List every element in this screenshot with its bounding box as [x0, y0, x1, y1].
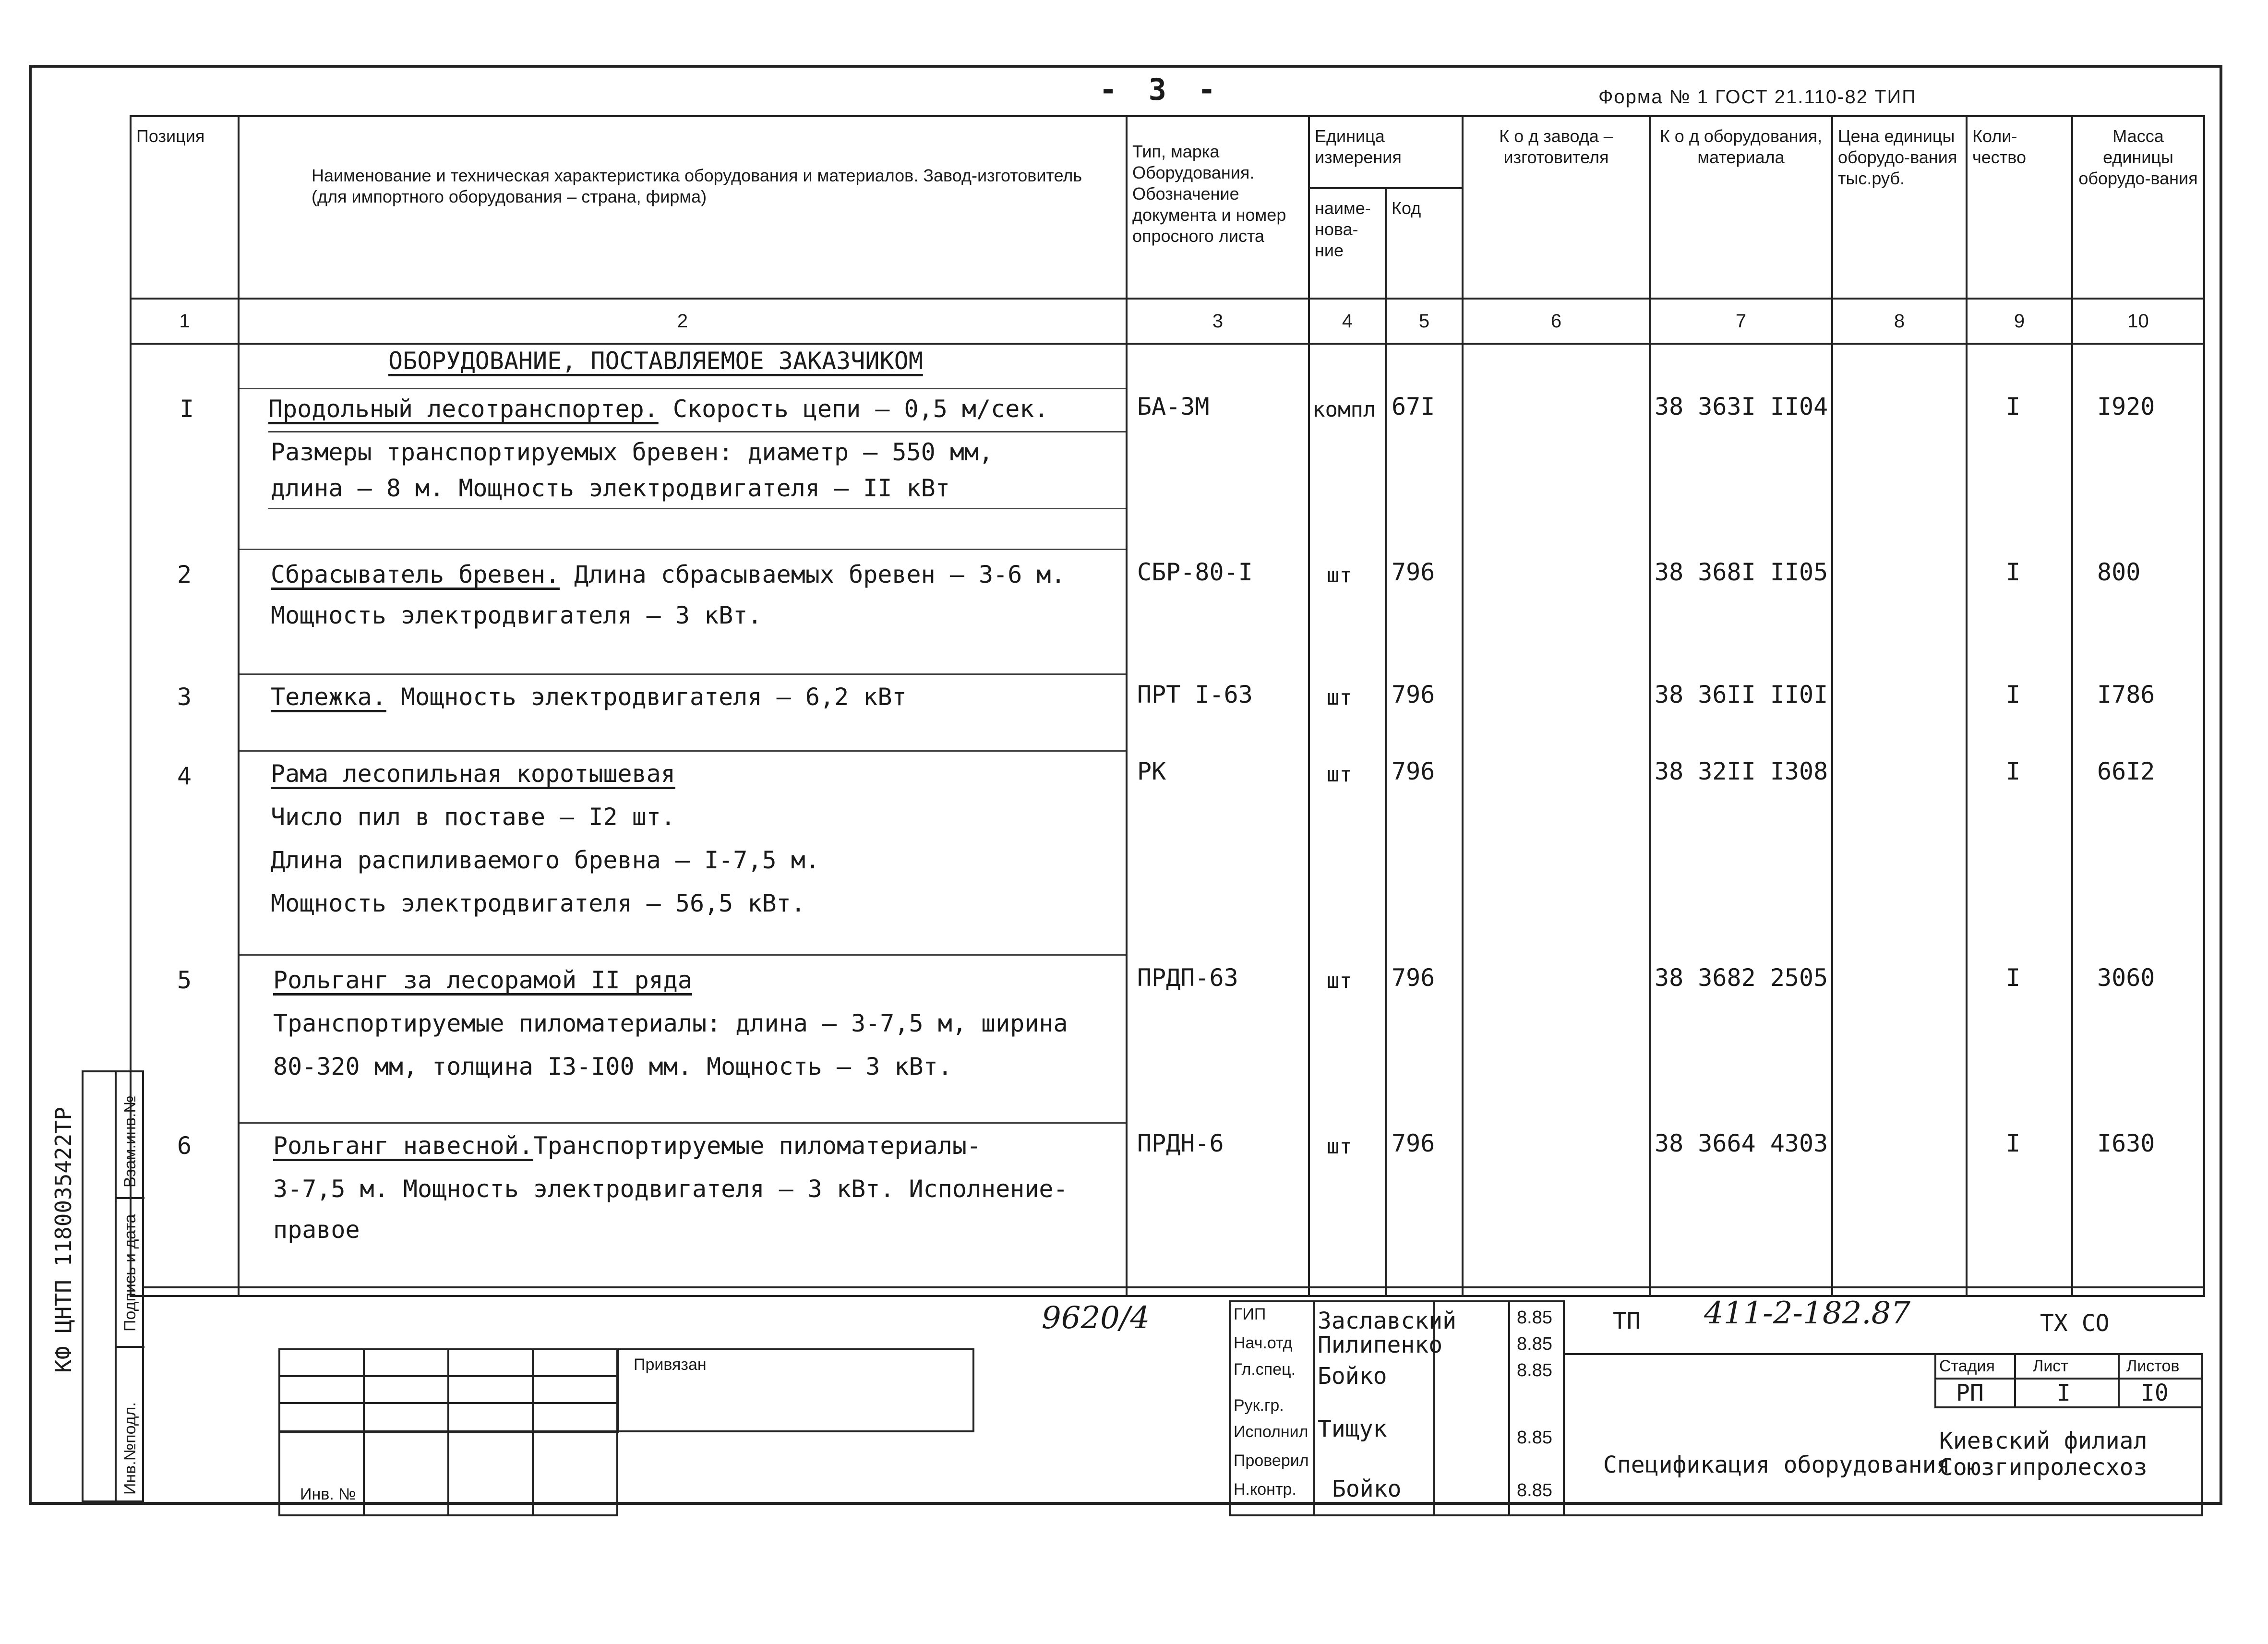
col-header-unit-code: Код [1386, 188, 1463, 299]
item-6-cont-a: 3-7,5 м. Мощность электродвигателя – 3 кВт. Исполнение- [273, 1175, 1068, 1203]
code-5: 796 [1392, 964, 1435, 992]
col-num-4: 4 [1309, 299, 1386, 344]
col-num-2: 2 [239, 299, 1127, 344]
col-num-3: 3 [1127, 299, 1309, 344]
item-5-cont-a: Транспортируемые пиломатериалы: длина – 3-7,5 м, ширина [273, 1009, 1068, 1037]
col-header-position: Позиция [131, 116, 239, 299]
type-2: СБР-80-I [1137, 558, 1253, 586]
type-5: ПРДП-63 [1137, 964, 1238, 992]
qty-1: I [2006, 393, 2021, 420]
section-title: ОБОРУДОВАНИЕ, ПОСТАВЛЯЕМОЕ ЗАКАЗЧИКОМ [388, 347, 923, 375]
role-gl-spec: Гл.спец. [1234, 1360, 1296, 1379]
item-4-cont-a: Число пил в поставе – I2 шт. [271, 803, 675, 831]
item-1-cont-b: длина – 8 м. Мощность электродвигателя – II кВт [271, 474, 950, 502]
handwritten-number: 9620/4 [1042, 1300, 1150, 1336]
col-num-9: 9 [1967, 299, 2072, 344]
col-header-unit-name: наиме-нова-ние [1309, 188, 1386, 299]
sheets-label: Листов [2126, 1357, 2180, 1375]
ecode-4: 38 32II I308 [1655, 757, 1828, 785]
ecode-5: 38 3682 2505 [1655, 964, 1828, 992]
names-column [239, 344, 1127, 1296]
sheet-mark: ТХ СО [2040, 1310, 2110, 1337]
role-gip: ГИП [1234, 1305, 1266, 1323]
mass-4: 66I2 [2097, 757, 2155, 785]
qty-3: I [2006, 681, 2021, 708]
col-header-factory-code: К о д завода – изготовителя [1463, 116, 1650, 299]
date-5: 8.85 [1517, 1428, 1552, 1448]
item-2-cont: Мощность электродвигателя – 3 кВт. [271, 601, 762, 629]
item-5-line: Рольганг за лесорамой II ряда [273, 966, 692, 994]
project-prefix: ТП [1613, 1308, 1641, 1334]
mass-5: 3060 [2097, 964, 2155, 992]
pos-4: 4 [177, 762, 192, 790]
code-4: 796 [1392, 757, 1435, 785]
role-ruk-gr: Рук.гр. [1234, 1396, 1284, 1415]
side-label-podpis: Подпись и дата [121, 1214, 139, 1332]
form-label: Форма № 1 ГОСТ 21.110-82 ТИП [1598, 86, 1917, 108]
col-num-6: 6 [1463, 299, 1650, 344]
mass-6: I630 [2097, 1129, 2155, 1157]
mass-3: I786 [2097, 681, 2155, 708]
col-num-8: 8 [1832, 299, 1967, 344]
pos-2: 2 [177, 561, 192, 588]
unit-codes-column [1386, 344, 1463, 1296]
date-1: 8.85 [1517, 1308, 1552, 1328]
positions-column [131, 344, 239, 1296]
date-2: 8.85 [1517, 1334, 1552, 1354]
role-proveril: Проверил [1234, 1452, 1309, 1470]
unit-4: шт [1327, 762, 1352, 787]
date-7: 8.85 [1517, 1480, 1552, 1500]
stage-value: РП [1956, 1380, 1984, 1406]
unit-3: шт [1327, 685, 1352, 710]
mass-column [2072, 344, 2204, 1296]
side-vertical-code: КФ ЦНТП 1180035422ТР [50, 1107, 76, 1373]
specification-table [130, 115, 2205, 1297]
item-4-cont-b: Длина распиливаемого бревна – I-7,5 м. [271, 846, 820, 874]
name-5: Тищук [1318, 1416, 1387, 1442]
qty-6: I [2006, 1129, 2021, 1157]
ecode-6: 38 3664 4303 [1655, 1129, 1828, 1157]
col-header-price: Цена единицы оборудо-вания тыс.руб. [1832, 116, 1967, 299]
type-4: РК [1137, 757, 1166, 785]
col-header-type: Тип, марка Оборудования. Обозначение документа и номер опросного листа [1127, 116, 1309, 299]
org-line-2: Союзгипролесхоз [1939, 1454, 2148, 1481]
col-header-quantity: Коли-чество [1967, 116, 2072, 299]
date-3: 8.85 [1517, 1360, 1552, 1380]
pos-6: 6 [177, 1132, 192, 1160]
types-column [1127, 344, 1309, 1296]
pos-5: 5 [177, 966, 192, 994]
item-1-line: Продольный лесотранспортер. Скорость цепи – 0,5 м/сек. [268, 395, 1049, 423]
col-num-5: 5 [1386, 299, 1463, 344]
unit-6: шт [1327, 1134, 1352, 1159]
item-3-line: Тележка. Мощность электродвигателя – 6,2 кВт [271, 683, 907, 711]
units-column [1309, 344, 1386, 1296]
inv-label: Инв. № [300, 1485, 356, 1503]
name-2: Пилипенко [1318, 1332, 1443, 1358]
project-code: 411-2-182.87 [1704, 1296, 1911, 1331]
role-ispolnil: Исполнил [1234, 1423, 1308, 1441]
item-6-cont-b: правое [273, 1216, 360, 1244]
sheets-value: I0 [2141, 1380, 2169, 1406]
qty-5: I [2006, 964, 2021, 992]
unit-2: шт [1327, 563, 1352, 588]
title-block [144, 1286, 2203, 1504]
quantity-column [1967, 344, 2072, 1296]
col-header-mass: Масса единицы оборудо-вания [2072, 116, 2204, 299]
side-label-inv-podl: Инв.№подл. [121, 1402, 139, 1495]
col-num-10: 10 [2072, 299, 2204, 344]
doc-title: Спецификация оборудования [1603, 1452, 1950, 1478]
side-label-vzam: Взам.инв.№ [121, 1095, 139, 1188]
name-1: Заславский [1318, 1308, 1456, 1334]
type-3: ПРТ I-63 [1137, 681, 1253, 708]
page-number: - 3 - [1099, 72, 1223, 107]
item-2-line: Сбрасыватель бревен. Длина сбрасываемых бревен – 3-6 м. [271, 561, 1066, 588]
item-4-line: Рама лесопильная коротышевая [271, 760, 675, 788]
item-6-line: Рольганг навесной.Транспортируемые пиломатериалы- [273, 1132, 982, 1160]
role-nach-otd: Нач.отд [1234, 1334, 1293, 1352]
side-binding-strip [82, 1070, 144, 1502]
sheet-label: Лист [2033, 1357, 2068, 1375]
factory-codes-column [1463, 344, 1650, 1296]
name-3: Бойко [1318, 1363, 1387, 1390]
pos-3: 3 [177, 683, 192, 711]
qty-2: I [2006, 558, 2021, 586]
col-header-equipment-code: К о д оборудования, материала [1650, 116, 1832, 299]
role-n-kontr: Н.контр. [1234, 1480, 1296, 1499]
code-3: 796 [1392, 681, 1435, 708]
pos-1: I [180, 395, 194, 423]
ecode-1: 38 363I II04 [1655, 393, 1828, 420]
sheet-value: I [2057, 1380, 2071, 1406]
name-7: Бойко [1332, 1476, 1402, 1502]
mass-1: I920 [2097, 393, 2155, 420]
col-num-1: 1 [131, 299, 239, 344]
unit-1: компл [1312, 397, 1376, 422]
type-1: БА-3М [1137, 393, 1210, 420]
stage-label: Стадия [1939, 1357, 1995, 1375]
item-1-cont-a: Размеры транспортируемых бревен: диаметр – 550 мм, [271, 438, 994, 466]
col-num-7: 7 [1650, 299, 1832, 344]
ecode-2: 38 368I II05 [1655, 558, 1828, 586]
unit-5: шт [1327, 969, 1352, 993]
code-6: 796 [1392, 1129, 1435, 1157]
privyazan-label: Привязан [634, 1356, 707, 1374]
mass-2: 800 [2097, 558, 2141, 586]
prices-column [1832, 344, 1967, 1296]
col-header-unit: Единица измерения [1309, 116, 1463, 188]
org-line-1: Киевский филиал [1939, 1428, 2148, 1454]
type-6: ПРДН-6 [1137, 1129, 1224, 1157]
ecode-3: 38 36II II0I [1655, 681, 1828, 708]
col-header-name: Наименование и техническая характеристика оборудования и материалов. Завод-изготовитель (для импортного оборудования – страна, фирма) [239, 116, 1127, 299]
item-5-cont-b: 80-320 мм, толщина I3-I00 мм. Мощность – 3 кВт. [273, 1053, 952, 1080]
code-2: 796 [1392, 558, 1435, 586]
equipment-codes-column [1650, 344, 1832, 1296]
code-1: 67I [1392, 393, 1435, 420]
qty-4: I [2006, 757, 2021, 785]
item-4-cont-c: Мощность электродвигателя – 56,5 кВт. [271, 889, 805, 917]
